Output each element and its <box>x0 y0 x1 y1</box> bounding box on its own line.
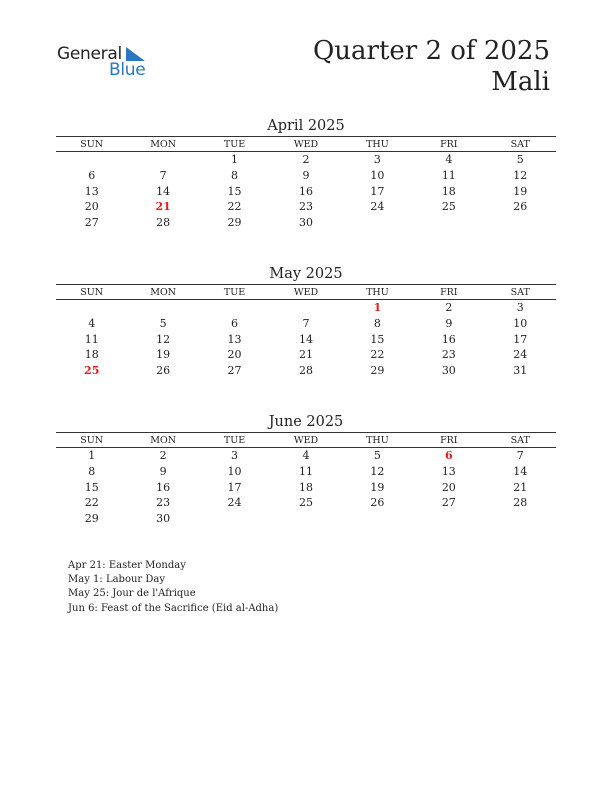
day-cell: 1 <box>88 449 96 463</box>
day-cell: 7 <box>159 169 167 183</box>
empty-day-cell <box>56 152 127 168</box>
day-cell: 19 <box>156 348 171 362</box>
day-cell: 20 <box>441 480 456 494</box>
day-cell: 20 <box>84 200 99 214</box>
day-cell: 23 <box>156 496 171 510</box>
day-cell: 27 <box>441 496 456 510</box>
day-cell: 4 <box>302 449 310 463</box>
week-row <box>56 511 556 527</box>
weekday-label: SUN <box>56 433 127 448</box>
day-cell: 17 <box>370 184 385 198</box>
day-cell: 18 <box>84 348 99 362</box>
day-cell: 11 <box>298 465 313 479</box>
day-cell: 17 <box>227 480 242 494</box>
day-cell: 22 <box>370 348 385 362</box>
day-cell: 13 <box>227 332 242 346</box>
logo-text-general: General <box>57 44 122 64</box>
day-cell: 2 <box>445 301 453 315</box>
weekday-label: THU <box>342 285 413 300</box>
week-row <box>56 199 556 215</box>
day-cell: 4 <box>445 153 453 167</box>
day-cell: 27 <box>84 216 99 230</box>
day-cell: 3 <box>373 153 381 167</box>
week-row <box>56 168 556 184</box>
day-cell: 10 <box>227 465 242 479</box>
day-cell: 29 <box>84 512 99 526</box>
weekday-label: FRI <box>413 285 484 300</box>
day-cell: 22 <box>84 496 99 510</box>
day-cell: 18 <box>298 480 313 494</box>
day-cell: 11 <box>84 332 99 346</box>
day-cell: 3 <box>516 301 524 315</box>
day-cell: 31 <box>513 364 528 378</box>
calendar-grid <box>56 136 556 230</box>
day-cell: 20 <box>227 348 242 362</box>
empty-day-cell <box>413 215 484 231</box>
day-cell: 25 <box>298 496 313 510</box>
day-cell: 5 <box>159 317 167 331</box>
day-cell: 25 <box>441 200 456 214</box>
day-cell: 10 <box>513 317 528 331</box>
week-row <box>56 183 556 199</box>
day-cell: 24 <box>227 496 242 510</box>
day-cell: 30 <box>441 364 456 378</box>
week-row <box>56 448 556 464</box>
country-name: Mali <box>491 67 550 97</box>
day-cell: 18 <box>441 184 456 198</box>
weekday-header-row <box>56 137 556 152</box>
day-cell: 29 <box>370 364 385 378</box>
day-cell: 27 <box>227 364 242 378</box>
day-cell: 11 <box>441 169 456 183</box>
month-title: May 2025 <box>269 266 343 282</box>
day-cell: 24 <box>513 348 528 362</box>
day-cell: 2 <box>302 153 310 167</box>
day-cell: 9 <box>159 465 167 479</box>
day-cell: 6 <box>88 169 96 183</box>
week-row <box>56 363 556 379</box>
weekday-label: SAT <box>485 137 556 152</box>
weekday-label: WED <box>270 433 341 448</box>
weekday-label: WED <box>270 285 341 300</box>
day-cell: 21 <box>155 200 171 214</box>
day-cell: 1 <box>373 301 382 315</box>
empty-day-cell <box>199 300 270 316</box>
weekday-label: THU <box>342 137 413 152</box>
month-may <box>56 264 556 378</box>
weekday-label: FRI <box>413 137 484 152</box>
day-cell: 5 <box>373 449 381 463</box>
weekday-label: MON <box>127 433 198 448</box>
week-row <box>56 331 556 347</box>
weekday-label: SAT <box>485 433 556 448</box>
day-cell: 14 <box>298 332 313 346</box>
weekday-label: TUE <box>199 137 270 152</box>
day-cell: 17 <box>513 332 528 346</box>
day-cell: 16 <box>441 332 456 346</box>
day-cell: 21 <box>298 348 313 362</box>
empty-day-cell <box>342 511 413 527</box>
day-cell: 14 <box>156 184 171 198</box>
weekday-label: WED <box>270 137 341 152</box>
day-cell: 15 <box>227 184 242 198</box>
weekday-label: SUN <box>56 137 127 152</box>
day-cell: 8 <box>231 169 239 183</box>
holiday-note: May 1: Labour Day <box>68 574 165 586</box>
week-row <box>56 464 556 480</box>
week-row <box>56 316 556 332</box>
weekday-label: THU <box>342 433 413 448</box>
empty-day-cell <box>127 152 198 168</box>
day-cell: 8 <box>88 465 96 479</box>
day-cell: 26 <box>370 496 385 510</box>
weekday-label: TUE <box>199 433 270 448</box>
empty-day-cell <box>270 511 341 527</box>
day-cell: 28 <box>298 364 313 378</box>
calendar-grid <box>56 284 556 378</box>
day-cell: 22 <box>227 200 242 214</box>
holiday-note: Apr 21: Easter Monday <box>68 560 186 571</box>
day-cell: 12 <box>156 332 171 346</box>
page-header <box>313 36 550 98</box>
week-row <box>56 347 556 363</box>
day-cell: 3 <box>231 449 239 463</box>
day-cell: 21 <box>513 480 528 494</box>
weekday-label: FRI <box>413 433 484 448</box>
day-cell: 13 <box>441 465 456 479</box>
day-cell: 25 <box>84 364 100 378</box>
day-cell: 30 <box>298 216 313 230</box>
weekday-label: MON <box>127 285 198 300</box>
empty-day-cell <box>485 511 556 527</box>
holiday-notes <box>68 559 278 616</box>
month-title: April 2025 <box>267 118 345 134</box>
day-cell: 28 <box>513 496 528 510</box>
day-cell: 9 <box>302 169 310 183</box>
empty-day-cell <box>342 215 413 231</box>
logo <box>57 44 157 84</box>
weekday-header-row <box>56 433 556 448</box>
day-cell: 29 <box>227 216 242 230</box>
empty-day-cell <box>485 215 556 231</box>
day-cell: 26 <box>513 200 528 214</box>
day-cell: 10 <box>370 169 385 183</box>
day-cell: 1 <box>231 153 239 167</box>
day-cell: 24 <box>370 200 385 214</box>
day-cell: 23 <box>298 200 313 214</box>
month-april <box>56 116 556 230</box>
week-row <box>56 215 556 231</box>
day-cell: 30 <box>156 512 171 526</box>
week-row <box>56 152 556 168</box>
day-cell: 6 <box>444 449 453 463</box>
day-cell: 12 <box>513 169 528 183</box>
empty-day-cell <box>413 511 484 527</box>
day-cell: 2 <box>159 449 167 463</box>
day-cell: 6 <box>231 317 239 331</box>
day-cell: 8 <box>373 317 381 331</box>
day-cell: 7 <box>302 317 310 331</box>
weekday-label: TUE <box>199 285 270 300</box>
empty-day-cell <box>127 300 198 316</box>
day-cell: 16 <box>156 480 171 494</box>
weekday-label: MON <box>127 137 198 152</box>
empty-day-cell <box>199 511 270 527</box>
month-title: June 2025 <box>268 414 344 430</box>
day-cell: 16 <box>298 184 313 198</box>
month-june <box>56 412 556 526</box>
weekday-label: SAT <box>485 285 556 300</box>
day-cell: 23 <box>441 348 456 362</box>
week-row <box>56 495 556 511</box>
weekday-header-row <box>56 285 556 300</box>
weekday-label: SUN <box>56 285 127 300</box>
day-cell: 19 <box>513 184 528 198</box>
day-cell: 13 <box>84 184 99 198</box>
day-cell: 12 <box>370 465 385 479</box>
day-cell: 26 <box>156 364 171 378</box>
day-cell: 9 <box>445 317 453 331</box>
page-title: Quarter 2 of 2025 <box>312 36 550 66</box>
week-row <box>56 300 556 316</box>
day-cell: 4 <box>88 317 96 331</box>
day-cell: 19 <box>370 480 385 494</box>
empty-day-cell <box>270 300 341 316</box>
calendar-grid <box>56 432 556 526</box>
day-cell: 14 <box>513 465 528 479</box>
holiday-note: May 25: Jour de l'Afrique <box>68 588 196 600</box>
week-row <box>56 479 556 495</box>
logo-text-blue: Blue <box>109 60 146 80</box>
day-cell: 15 <box>370 332 385 346</box>
day-cell: 15 <box>84 480 99 494</box>
empty-day-cell <box>56 300 127 316</box>
day-cell: 5 <box>516 153 524 167</box>
day-cell: 28 <box>156 216 171 230</box>
day-cell: 7 <box>516 449 524 463</box>
holiday-note: Jun 6: Feast of the Sacrifice (Eid al-Adha) <box>68 602 279 614</box>
